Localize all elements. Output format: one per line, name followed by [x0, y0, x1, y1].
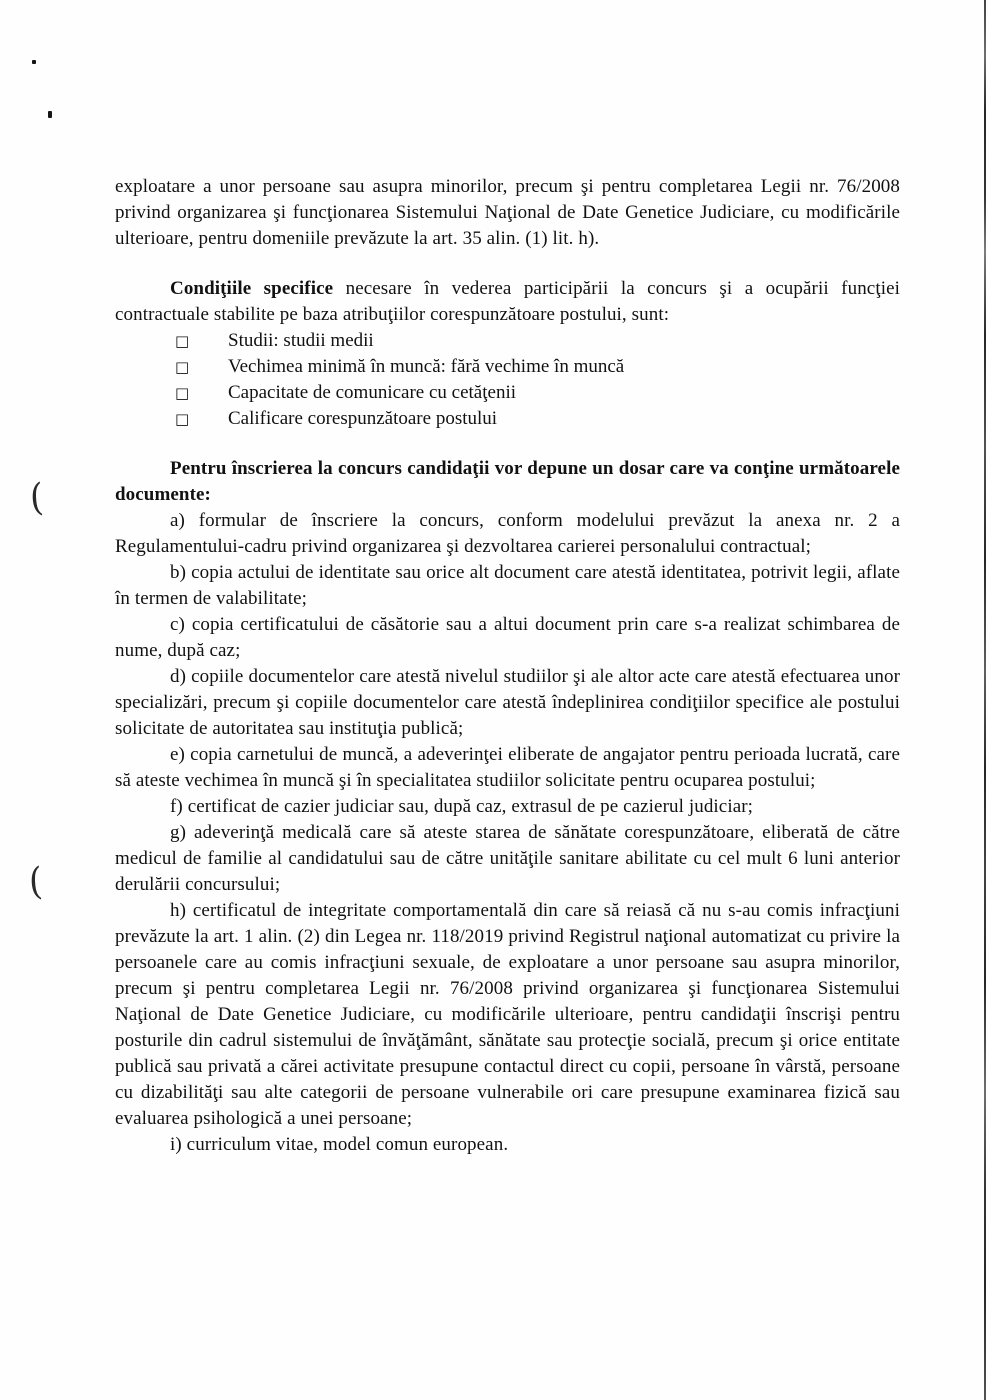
condition-label: Calificare corespunzătoare postului [228, 408, 498, 429]
specific-conditions-text: necesare în vederea participării la concurs şi a ocupării funcţiei contractuale stabilite pe baza atribuţiilor corespunzătoare postului, sunt: [115, 278, 900, 325]
document-body [115, 174, 900, 1158]
document-item-e: e) copia carnetului de muncă, a adeverinţei eliberate de angajator pentru perioada lucrată, care să ateste vechimea în muncă şi în specialitatea studiilor solicitate pentru ocuparea postului; [115, 744, 900, 791]
scan-edge-artifact [984, 0, 986, 1400]
list-item [115, 406, 900, 432]
conditions-list [115, 328, 900, 432]
ink-speck [32, 60, 36, 64]
paragraph-dossier-heading: Pentru înscrierea la concurs candidaţii vor depune un dosar care va conţine următoarele documente: [115, 458, 900, 505]
required-documents-list [115, 508, 900, 1158]
specific-conditions-title: Condiţiile specifice [170, 278, 334, 299]
handwritten-paren-mark: ( [27, 859, 44, 905]
document-item-b: b) copia actului de identitate sau orice alt document care atestă identitatea, potrivit legii, aflate în termen de valabilitate; [115, 562, 900, 609]
document-item-g: g) adeverinţă medicală care să ateste starea de sănătate corespunzătoare, eliberată de către medicul de familie al candidatului sau de către unităţile sanitare abilitate cu cel mult 6 luni anterior derulării concursului; [115, 822, 900, 895]
document-item-h: h) certificatul de integritate comportamentală din care să reiasă că nu s-au comis infracţiuni prevăzute la art. 1 alin. (2) din Legea nr. 118/2019 privind Registrul naţional automatizat cu privire la persoanele care au comis infracţiuni sexuale, de exploatare a unor persoane sau asupra minorilor, precum şi pentru completarea Legii nr. 76/2008 privind organizarea şi funcţionarea Sistemului Naţional de Date Genetice Judiciare, cu modificările ulterioare, pentru candidaţii înscrişi pentru posturile din cadrul sistemului de învăţământ, sănătate sau protecţie socială, precum şi orice entitate publică sau privată a cărei activitate presupune contactul direct cu copii, persoane în vârstă, persoane cu dizabilităţi sau alte categorii de persoane vulnerabile ori care presupune examinarea fizică sau evaluarea psihologică a unei persoane; [115, 900, 900, 1129]
document-item-a: a) formular de înscriere la concurs, conform modelului prevăzut la anexa nr. 2 a Regulamentului-cadru privind organizarea şi dezvoltarea carierei personalului contractual; [115, 510, 900, 557]
condition-label: Studii: studii medii [228, 330, 374, 351]
condition-label: Capacitate de comunicare cu cetăţenii [228, 382, 517, 403]
ink-speck [48, 111, 52, 118]
handwritten-paren-mark: ( [28, 475, 45, 521]
list-item [115, 328, 900, 354]
condition-label: Vechimea minimă în muncă: fără vechime în muncă [228, 356, 625, 377]
document-item-d: d) copiile documentelor care atestă nivelul studiilor şi ale altor acte care atestă efectuarea unor specializări, precum şi copiile documentelor care atestă îndeplinirea condiţiilor specifice ale postului solicitate de autoritatea sau instituţia publică; [115, 666, 900, 739]
square-bullet-icon: □ [175, 358, 190, 376]
document-item-f: f) certificat de cazier judiciar sau, după caz, extrasul de pe cazierul judiciar; [170, 796, 754, 817]
square-bullet-icon: □ [175, 384, 190, 402]
document-item-i: i) curriculum vitae, model comun european. [170, 1134, 509, 1155]
paragraph-specific-conditions [115, 276, 900, 328]
square-bullet-icon: □ [175, 332, 190, 350]
document-item-c: c) copia certificatului de căsătorie sau a altui document prin care s-a realizat schimbarea de nume, după caz; [115, 614, 900, 661]
square-bullet-icon: □ [175, 410, 190, 428]
list-item [115, 354, 900, 380]
list-item [115, 380, 900, 406]
paragraph-legal-continuation: exploatare a unor persoane sau asupra minorilor, precum şi pentru completarea Legii nr. 76/2008 privind organizarea şi funcţionarea Sistemului Naţional de Date Genetice Judiciare, cu modificările ulterioare, pentru domeniile prevăzute la art. 35 alin. (1) lit. h). [115, 176, 900, 249]
